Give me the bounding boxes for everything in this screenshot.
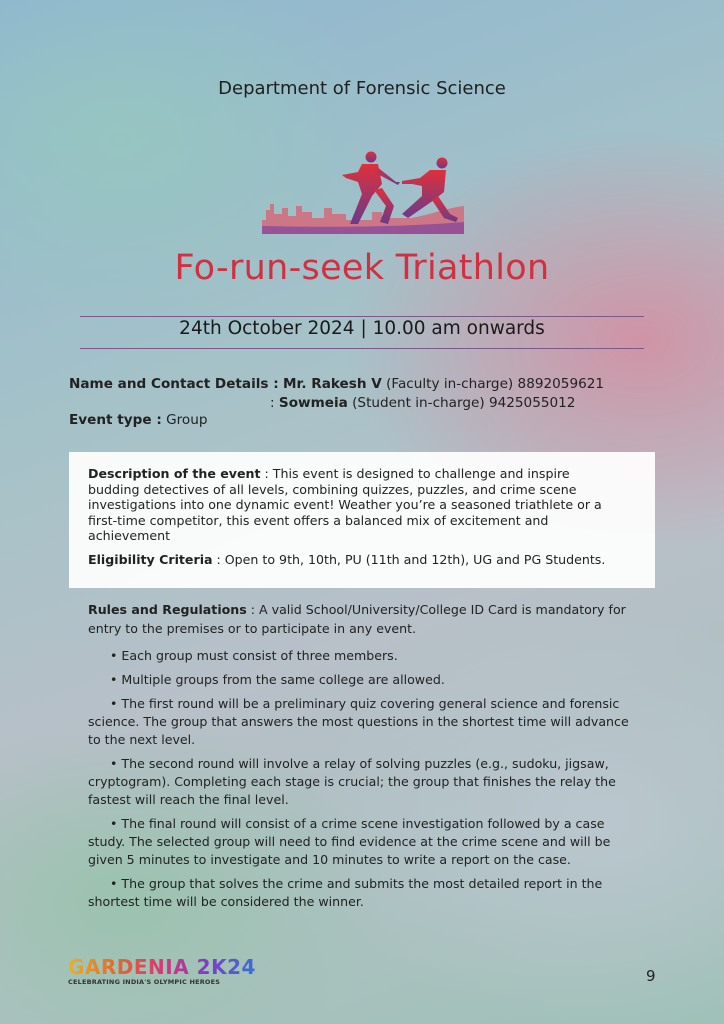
rule-item: • The second round will involve a relay of solving puzzles (e.g., sudoku, jigsaw, cryptogram). Completing each stage is crucial; the group that finishes the relay the fastest will reach the final level.: [88, 756, 616, 807]
gardenia-logo: [68, 955, 256, 986]
logo-tagline: CELEBRATING INDIA'S OLYMPIC HEROES: [68, 978, 221, 986]
event-type-label: Event type :: [69, 412, 162, 428]
page-number: 9: [646, 967, 656, 985]
bottom-divider: [80, 348, 644, 349]
faculty-detail: (Faculty in-charge) 8892059621: [381, 376, 605, 392]
rule-item: • Multiple groups from the same college are allowed.: [110, 672, 445, 687]
rule-item: • Each group must consist of three members.: [110, 648, 398, 663]
contact-line-faculty: [69, 376, 604, 392]
relay-runners-illustration: [262, 148, 464, 234]
description-text: [88, 466, 608, 544]
top-divider: [80, 316, 644, 317]
rule-item: • The first round will be a preliminary quiz covering general science and forensic science. The group that answers the most questions in the shortest time will advance to the next level.: [88, 696, 629, 747]
description-box: [69, 452, 655, 588]
rule-item: • The group that solves the crime and submits the most detailed report in the shortest time will be considered the winner.: [88, 876, 603, 909]
rules-intro: [88, 600, 636, 638]
eligibility-line: [88, 552, 605, 567]
faculty-name: Mr. Rakesh V: [283, 376, 382, 392]
rules-section: [88, 600, 636, 911]
event-type-line: [69, 412, 207, 428]
description-body: : This event is designed to challenge and inspire budding detectives of all levels, combining quizzes, puzzles, and crime scene investigations into one dynamic event! Weather you’re a seasoned triathlete or a first-time competitor, this event offers a balanced mix of excitement and achievement: [88, 466, 602, 543]
rule-item: • The final round will consist of a crime scene investigation followed by a case study. The selected group will need to find evidence at the crime scene and will be given 5 minutes to investigate and 10 minutes to write a report on the case.: [88, 816, 611, 867]
event-title: Fo-run-seek Triathlon: [174, 248, 550, 288]
contact-line-student: : Sowmeia (Student in-charge) 9425055012: [270, 395, 576, 411]
student-name: Sowmeia: [278, 395, 348, 411]
department-heading: Department of Forensic Science: [218, 78, 506, 99]
event-date-time: 24th October 2024 | 10.00 am onwards: [179, 318, 545, 339]
student-detail: (Student in-charge) 9425055012: [347, 395, 576, 411]
description-label: Description of the event: [88, 466, 261, 481]
rules-label: Rules and Regulations: [88, 602, 247, 617]
contact-label: Name and Contact Details :: [69, 376, 279, 392]
rules-intro-text: : A valid School/University/College ID Card is mandatory for entry to the premises or to participate in any event.: [88, 602, 626, 636]
eligibility-label: Eligibility Criteria: [88, 552, 213, 567]
logo-wordmark: GARDENIA 2K24: [68, 955, 256, 979]
event-type-value: Group: [161, 412, 208, 428]
eligibility-text: : Open to 9th, 10th, PU (11th and 12th), UG and PG Students.: [212, 552, 606, 567]
